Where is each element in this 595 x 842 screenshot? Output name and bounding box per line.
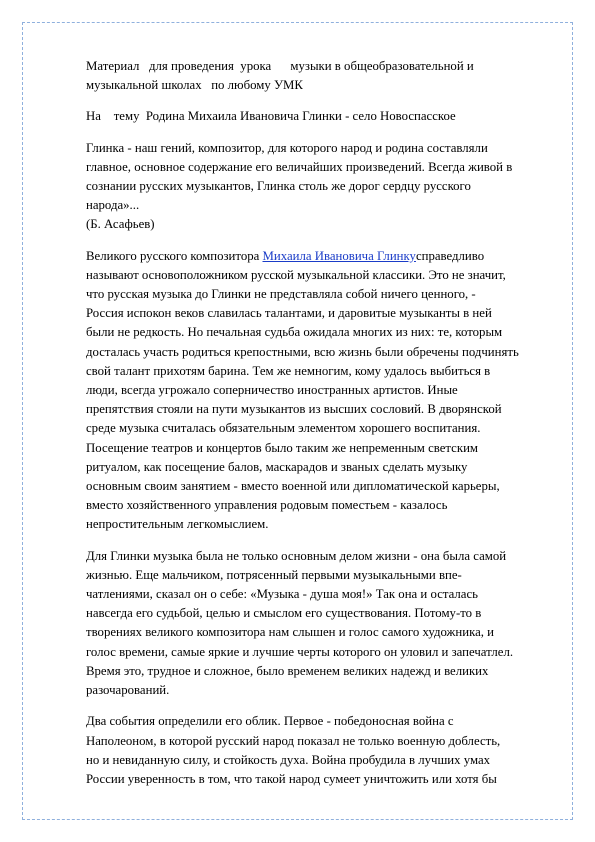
para1-line: называют основоположником русской музыкальной классики. Это не значит, — [86, 267, 506, 282]
header-line-1: Материал для проведения урока музыки в общеобразовательной и — [86, 59, 474, 73]
para1-line: досталась участь родиться крепостными, всю жизнь были обречены подчинять — [86, 344, 519, 359]
para3-line: но и невиданную силу, и стойкость духа. Война пробудила в лучших умах — [86, 752, 491, 767]
para1-line: основным своим занятием - вместо военной или дипломатической карьеры, — [86, 479, 500, 494]
para2-line: Для Глинки музыка была не только основным делом жизни - она была самой — [86, 548, 507, 563]
para1-line: Посещение театров и концертов было таким же непременным светским — [86, 440, 479, 455]
header-paragraph — [86, 57, 528, 95]
para1-line: Россия испокон веков славилась талантами, и даровитые музыканты в ней — [86, 306, 492, 321]
para1-prefix: Великого русского композитора — [86, 248, 263, 263]
paragraph-music-life — [86, 547, 528, 701]
para1-line: вместо хозяйственного управления родовым поместьем - казалось — [86, 498, 448, 513]
para2-line: творениях великого композитора нам слышен и голос самого художника, и — [86, 625, 495, 640]
para2-line: жизнью. Еще мальчиком, потрясенный первыми музыкальными впе- — [86, 567, 462, 582]
epigraph-line: народа»... — [86, 198, 140, 213]
para2-line: навсегда его судьбой, целью и смыслом его существования. Потому-то в — [86, 606, 482, 621]
epigraph-author: (Б. Асафьев) — [86, 217, 155, 232]
para2-line: разочарований. — [86, 683, 170, 698]
para1-line: люди, всегда угрожало соперничество иностранных артистов. Иные — [86, 383, 458, 398]
para1-line: непростительным легкомыслием. — [86, 517, 269, 532]
para1-line: были не редкость. Но печальная судьба ожидала многих из них: те, которым — [86, 325, 503, 340]
para2-line: чатлениями, сказал он о себе: «Музыка - душа моя!» Так она и осталась — [86, 587, 479, 602]
epigraph-line: сознании русских музыкантов, Глинка столь же дорог сердцу русского — [86, 179, 471, 194]
topic-line: На тему Родина Михаила Ивановича Глинки - село Новоспасское — [86, 109, 456, 124]
paragraph-two-events — [86, 712, 528, 789]
para1-line: среде музыка считалась обязательным элементом хорошего воспитания. — [86, 421, 481, 436]
para3-line: Два события определили его облик. Первое - победоносная война с — [86, 714, 454, 729]
para1-line: что русская музыка до Глинки не представляла собой ничего ценного, - — [86, 287, 476, 302]
header-line-2: музыкальной школах по любому УМК — [86, 78, 303, 93]
para3-line: России уверенность в том, что такой народ сумеет уничтожить или хотя бы — [86, 771, 497, 786]
document-body — [86, 57, 528, 801]
glinka-link[interactable]: Михаила Ивановича Глинку — [262, 248, 416, 263]
para1-line: свой талант прихотям барина. Тем же немногим, кому удалось выбиться в — [86, 363, 491, 378]
para3-line: Наполеоном, в которой русский народ показал не только военную доблесть, — [86, 733, 501, 748]
epigraph-paragraph — [86, 139, 528, 235]
epigraph-line: Глинка - наш гений, композитор, для которого народ и родина составляли — [86, 140, 488, 155]
para2-line: голос времени, самые яркие и лучшие черты которого он уловил и запечатлел. — [86, 644, 514, 659]
para1-suffix: справедливо — [415, 248, 485, 263]
paragraph-composer — [86, 247, 528, 535]
epigraph-line: главное, основное содержание его величайших произведений. Всегда живой в — [86, 159, 513, 174]
para1-line: препятствия стояли на пути музыкантов из высших сословий. В дворянской — [86, 402, 502, 417]
para2-line: Время это, трудное и сложное, было временем великих надежд и великих — [86, 663, 489, 678]
para1-line: ритуалом, как посещение балов, маскарадов и званых сделать музыку — [86, 459, 468, 474]
